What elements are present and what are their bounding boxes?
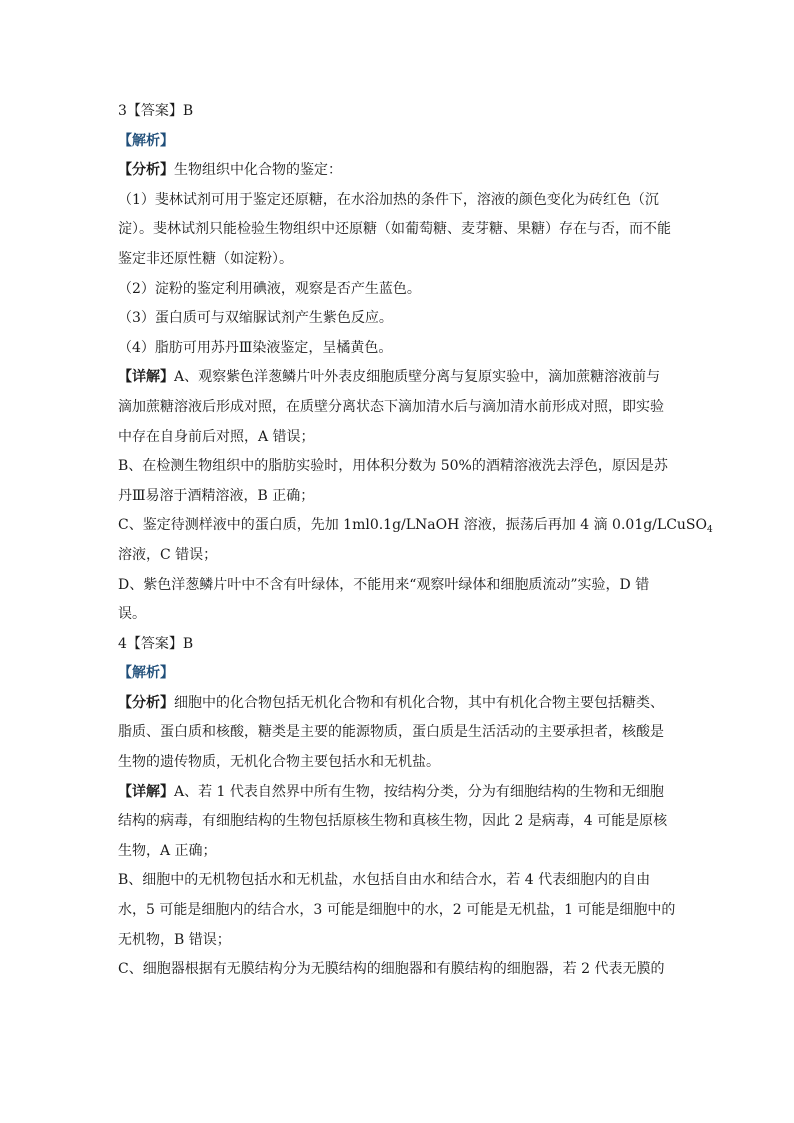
- q4-analysis-paragraph: [118, 692, 680, 714]
- document-page: [118, 100, 713, 988]
- q3-answer-line: 3【答案】B: [118, 103, 194, 119]
- q3-point-line: （1）斐林试剂可用于鉴定还原糖，在水浴加热的条件下，溶液的颜色变化为砖红色（沉: [118, 191, 659, 208]
- q3-point-line: （2）淀粉的鉴定利用碘液，观察是否产生蓝色。: [118, 280, 421, 297]
- q3-analysis-tag: 【分析】: [118, 162, 174, 179]
- q3-detail-line: 滴加蔗糖溶液后形成对照，在质壁分离状态下滴加清水后与滴加清水前形成对照，即实验: [118, 398, 664, 415]
- q3-analysis-text: 生物组织中化合物的鉴定：: [174, 162, 342, 179]
- q3-option-c-line: [118, 514, 713, 536]
- q3-option-d-line: D、紫色洋葱鳞片叶中不含有叶绿体，不能用来“观察叶绿体和细胞质流动”实验，D 错: [118, 576, 650, 593]
- q4-analysis-line: 生物的遗传物质，无机化合物主要包括水和无机盐。: [118, 754, 440, 771]
- q3-point-line: 淀）。斐林试剂只能检验生物组织中还原糖（如葡萄糖、麦芽糖、果糖）存在与否，而不能: [118, 221, 671, 238]
- q3-detail-tag: 【详解】: [118, 369, 174, 386]
- q3-detail-line: 中存在自身前后对照，A 错误；: [118, 428, 315, 445]
- q4-analysis-title: 【解析】: [118, 665, 174, 682]
- q3-analysis-title: 【解析】: [118, 132, 174, 149]
- q3-option-d-line: 误。: [118, 606, 146, 623]
- q4-detail-paragraph: [118, 781, 680, 803]
- q4-analysis-text: 细胞中的化合物包括无机化合物和有机化合物，其中有机化合物主要包括糖类、: [174, 694, 664, 711]
- q3-option-c-subscript: 4: [707, 525, 713, 536]
- q4-detail-line: C、细胞器根据有无膜结构分为无膜结构的细胞器和有膜结构的细胞器，若 2 代表无膜的: [118, 961, 665, 978]
- q4-answer-line: 4【答案】B: [118, 635, 194, 652]
- q3-option-c-line-2: 溶液，C 错误；: [118, 546, 218, 563]
- q4-detail-tag: 【详解】: [118, 783, 174, 800]
- q3-detail-line: B、在检测生物组织中的脂肪实验时，用体积分数为 50%的酒精溶液洗去浮色，原因是苏: [118, 458, 668, 475]
- q3-point-line: （3）蛋白质可与双缩脲试剂产生紫色反应。: [118, 310, 393, 327]
- q4-detail-line: 生物，A 正确；: [118, 842, 217, 859]
- q3-point-line: （4）脂肪可用苏丹Ⅲ染液鉴定，呈橘黄色。: [118, 339, 393, 356]
- q4-detail-line: 水，5 可能是细胞内的结合水，3 可能是细胞中的水，2 可能是无机盐，1 可能是细胞中的: [118, 902, 676, 919]
- q3-option-c-text: C、鉴定待测样液中的蛋白质，先加 1ml0.1g/LNaOH 溶液，振荡后再加 4 滴 0.01g/LCuSO: [118, 517, 707, 534]
- q4-detail-text: A、若 1 代表自然界中所有生物，按结构分类，分为有细胞结构的生物和无细胞: [174, 783, 664, 800]
- q4-detail-line: 无机物，B 错误；: [118, 931, 231, 948]
- q4-detail-line: 结构的病毒，有细胞结构的生物包括原核生物和真核生物，因此 2 是病毒，4 可能是原核: [118, 813, 668, 830]
- q3-point-line: 鉴定非还原性糖（如淀粉）。: [118, 250, 293, 267]
- q3-detail-line: 丹Ⅲ易溶于酒精溶液，B 正确；: [118, 487, 315, 504]
- q3-detail-paragraph: [118, 366, 680, 388]
- q3-analysis-paragraph: [118, 159, 680, 181]
- q4-detail-line: B、细胞中的无机物包括水和无机盐，水包括自由水和结合水，若 4 代表细胞内的自由: [118, 872, 651, 889]
- q4-analysis-tag: 【分析】: [118, 694, 174, 711]
- q3-detail-text: A、观察紫色洋葱鳞片叶外表皮细胞质壁分离与复原实验中，滴加蔗糖溶液前与: [174, 369, 661, 386]
- q4-analysis-line: 脂质、蛋白质和核酸，糖类是主要的能源物质，蛋白质是生活活动的主要承担者，核酸是: [118, 724, 664, 741]
